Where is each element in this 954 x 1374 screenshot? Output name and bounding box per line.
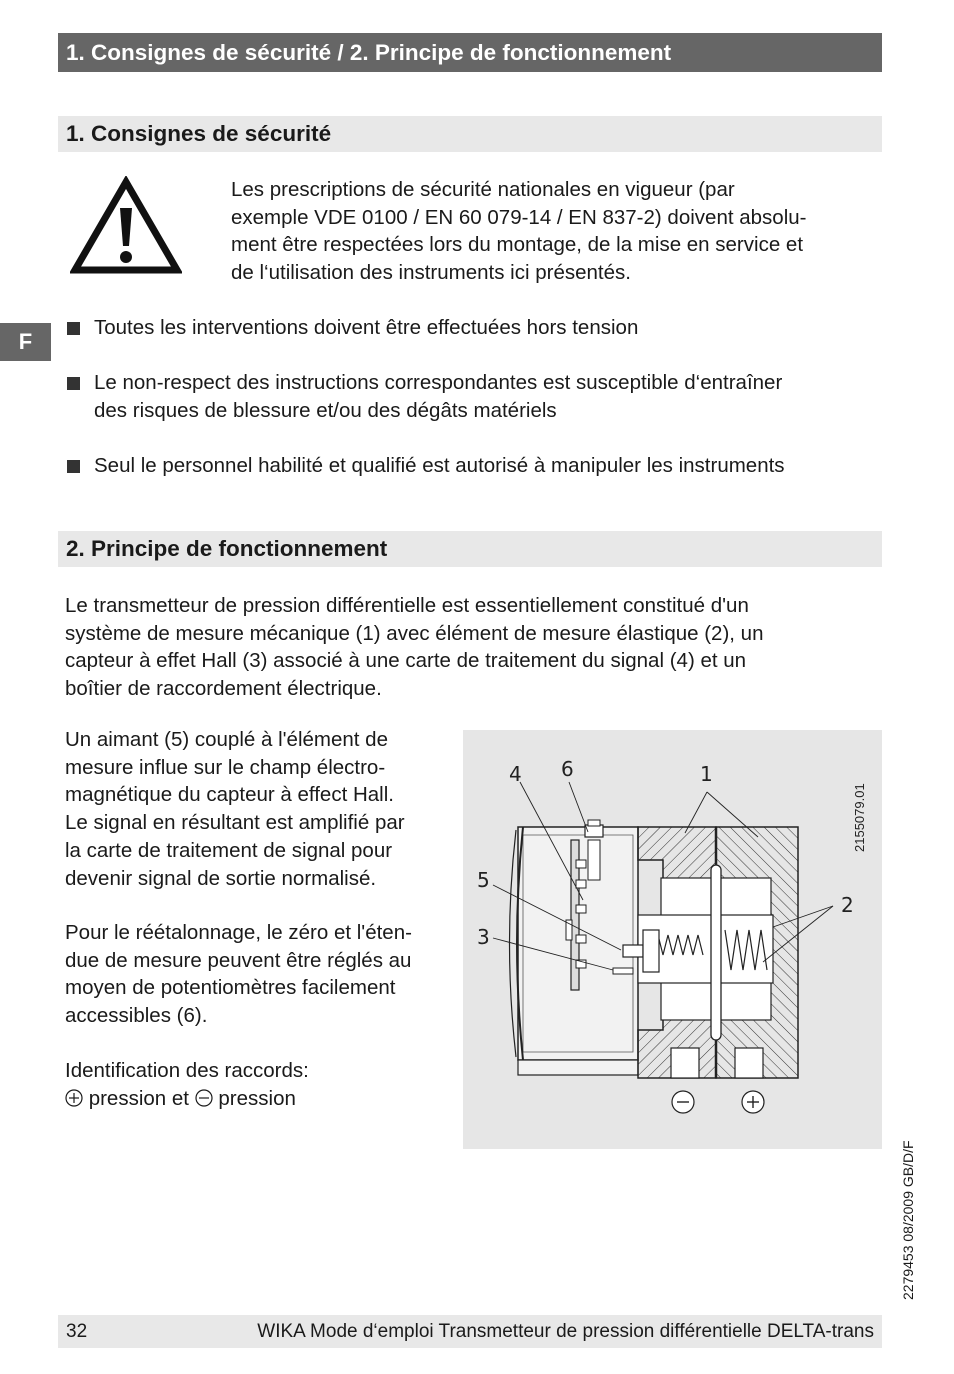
warning-triangle-icon (70, 176, 182, 276)
callout-label-6: 6 (561, 757, 574, 781)
document-reference-code: 2279453 08/2009 GB/D/F (900, 1140, 916, 1300)
connection-identification-text: Identification des raccords: pression et pression (65, 1059, 309, 1110)
transmitter-cross-section-figure (463, 730, 882, 1149)
plus-circle-icon (65, 1089, 83, 1107)
page-number: 32 (66, 1321, 88, 1342)
bullet-square-icon (67, 377, 80, 390)
footer-title: WIKA Mode d‘emploi Transmetteur de pression différentielle DELTA-trans (257, 1321, 874, 1342)
bullet-item: Toutes les interventions doivent être effectuées hors tension (67, 314, 887, 342)
bullet-square-icon (67, 322, 80, 335)
callout-label-1: 1 (700, 762, 713, 786)
section-heading-principle: 2. Principe de fonctionnement (58, 531, 882, 567)
callout-label-2: 2 (841, 893, 854, 917)
plus-port-icon (742, 1091, 764, 1113)
callout-label-3: 3 (477, 925, 490, 949)
principle-intro-text: Le transmetteur de pression différentielle est essentiellement constitué d'un système de mesure mécanique (1) avec élément de mesure élastique (2), un capteur à effet Hall (3) associé à une carte de traitement du signal (4) et un boîtier de raccordement électrique. (65, 594, 764, 701)
bullet-item: Seul le personnel habilité et qualifié est autorisé à manipuler les instruments (67, 452, 887, 480)
cross-section-drawing (463, 730, 882, 1149)
minus-circle-icon (195, 1089, 213, 1107)
safety-warning-text: Les prescriptions de sécurité nationales en vigueur (par exemple VDE 0100 / EN 60 079-14 / EN 837-2) doivent absolu- ment être respectées lors du montage, de la mise en service et de l‘utilisation des instruments ici présentés. (231, 178, 807, 285)
callout-label-4: 4 (509, 762, 522, 786)
recalibration-text: Pour le réétalonnage, le zéro et l'éten- due de mesure peuvent être réglés au moyen de potentiomètres facilement accessibles (6). (65, 921, 412, 1028)
bullet-square-icon (67, 460, 80, 473)
bullet-item: Le non-respect des instructions correspondantes est susceptible d‘entraîner des risques de blessure et/ou des dégâts matériels (67, 369, 887, 424)
minus-port-icon (672, 1091, 694, 1113)
page-header-title: 1. Consignes de sécurité / 2. Principe de fonctionnement (58, 33, 882, 72)
callout-label-5: 5 (477, 868, 490, 892)
page-footer (58, 1315, 882, 1348)
figure-reference-code: 2155079.01 (852, 783, 867, 852)
magnet-description-text: Un aimant (5) couplé à l'élément de mesure influe sur le champ électro- magnétique du capteur à effect Hall. Le signal en résultant est amplifié par la carte de traitement de signal pour devenir signal de sortie normalisé. (65, 728, 405, 890)
language-tab: F (0, 323, 51, 361)
section-heading-safety: 1. Consignes de sécurité (58, 116, 882, 152)
